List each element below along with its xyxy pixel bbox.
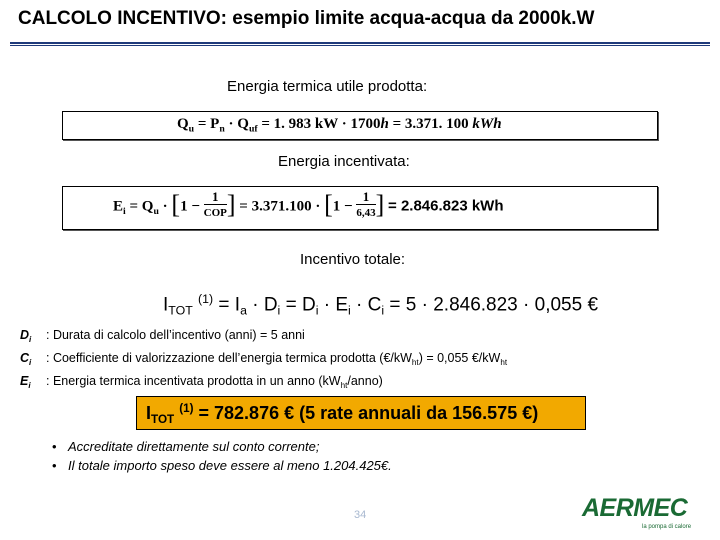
title-divider bbox=[10, 42, 710, 44]
title-divider-thin bbox=[10, 45, 710, 46]
page-title: CALCOLO INCENTIVO: esempio limite acqua-acqua da 2000k.W bbox=[18, 8, 595, 29]
page-number: 34 bbox=[354, 509, 367, 521]
total-incentive-formula: $I_{TOT}$ $^{(1)} = I_a \cdot D_i = D_i \cdot E_i \cdot C_i = 5 \cdot 2.846.823 \cdot 0,055$ € bbox=[163, 292, 599, 318]
section-label-incentivized-energy: Energia incentivata: bbox=[278, 153, 410, 170]
definition-di: $D_i$ : Durata di calcolo dell’incentivo (anni) = 5 anni bbox=[20, 328, 305, 344]
definition-ei: $E_i$ : Energia termica incentivata prodotta in un anno $(kW_{ht}/anno)$ bbox=[20, 373, 383, 390]
result-text: $I_{TOT}$ $^{(1)}$ = 782.876 € (5 rate annuali da 156.575 €) bbox=[146, 402, 539, 427]
formula-box-qu bbox=[62, 111, 658, 140]
section-label-thermal-energy: Energia termica utile prodotta: bbox=[227, 78, 428, 95]
bullet-item: • Il totale importo speso deve essere al meno 1.204.425€. bbox=[52, 458, 392, 473]
formula-box-ei bbox=[62, 186, 658, 230]
bullet-item: • Accreditate direttamente sul conto corrente; bbox=[52, 439, 320, 454]
result-box bbox=[136, 396, 586, 430]
formula-ei: $E_i = Q_u \cdot [1$ − $\frac{1}{\text{COP}}$ ] = 3.371.100 · [1 − $\frac{1}{6,43}$ ] = 2.846.823 kWh bbox=[113, 189, 504, 219]
formula-qu: $Q_u = P_n \cdot Q_{uf} = 1$. 983 kW · 1700h = 3.371. 100 kWh bbox=[177, 116, 502, 135]
section-label-total-incentive: Incentivo totale: bbox=[300, 251, 406, 268]
bullet-list bbox=[52, 437, 392, 475]
aermec-logo: AERMEC la pompa di calore bbox=[582, 494, 692, 530]
definition-ci: $C_i$ : Coefficiente di valorizzazione dell’energia termica prodotta $(€/kW_{ht}) = 0,055$ $€/kW_{ht}$ bbox=[20, 350, 508, 367]
definitions-list bbox=[20, 326, 507, 395]
